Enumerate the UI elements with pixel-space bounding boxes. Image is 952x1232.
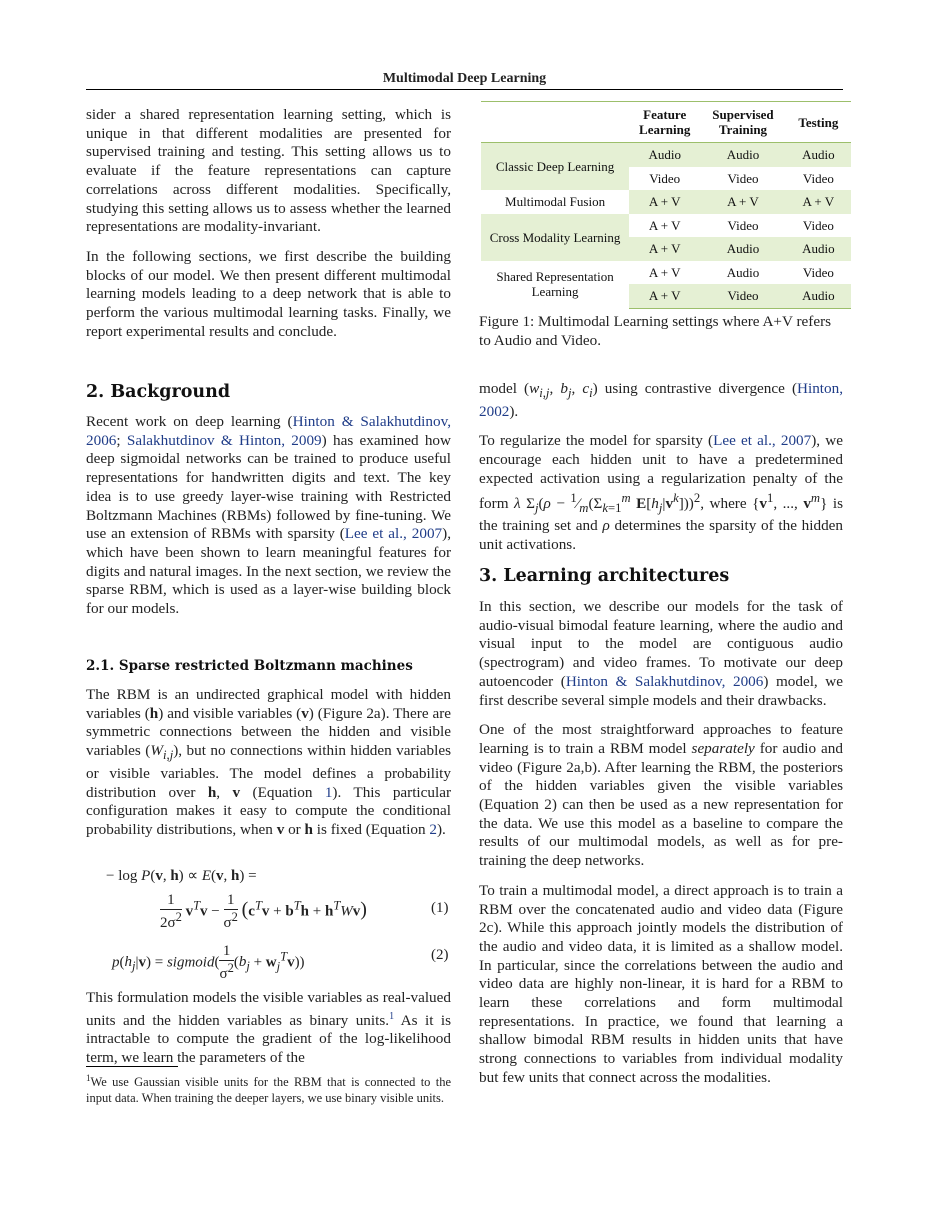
section-background-heading: 2. Background (86, 382, 231, 402)
rbm-paragraph: The RBM is an undirected graphical model with hidden variables (h) and visible variables (v) (Figure 2a). There are symmetric connections between the hidden and visible variables $(W_{i,j})$, but no connections within hidden variables or visible variables. The model defines a probability distribution over h, v (Equation 1). This particular configuration makes it easy to compute the conditional probability distributions, when v or h is fixed (Equation 2). (86, 686, 452, 838)
rbm-body (86, 686, 451, 851)
learning-paragraph-2 (479, 721, 843, 871)
table-cell: A + V (700, 190, 785, 214)
intro-paragraph-1: sider a shared representation learning setting, which is unique in that different modalities are presented for supervised training and testing. This setting allows us to evaluate if the feature representations can capture correlations across different modalities. Specifically, studying this setting allows us to assess whether the learned representations are modality-invariant. (86, 106, 451, 236)
table-cell: Audio (700, 143, 785, 167)
row-label-fusion: Multimodal Fusion (505, 194, 606, 210)
text: is the training set and (479, 494, 843, 535)
text: ). (509, 402, 519, 420)
text: for audio and video (Figure 2a,b). After learning the RBM, the posteriors of the hidden variables given the visible variables (Equation 2) can then be used as a new representation for the data. We use this model as a baseline to compare the results of our multimodal models, as well as for pre-training the deep networks. (479, 739, 843, 870)
table-cell: Audio (786, 237, 851, 261)
table-cell: Audio (700, 237, 785, 261)
header-rule (86, 89, 843, 90)
text: is fixed (Equation (312, 820, 430, 838)
equation-2-number: (2) (431, 947, 449, 963)
footnote (86, 1070, 451, 1106)
table-cell: A + V (786, 190, 851, 214)
footnote-marker[interactable]: 1 (389, 1010, 395, 1022)
text: ; (116, 431, 127, 449)
citation-link[interactable]: Hinton & Salakhutdinov, 2006 (565, 672, 764, 690)
footnote-text: We use Gaussian visible units for the RBM that is connected to the input data. When training the deeper layers, we use binary visible units. (86, 1075, 451, 1106)
table-cell: A + V (629, 284, 700, 308)
text: In this section, we describe our models for the task of audio-visual bimodal feature learning, where the audio and visual input to the model are contiguous audio (spectrogram) and video frames. To motivate our deep autoencoder ( (479, 598, 843, 690)
intro-paragraph-2: In the following sections, we first describe the building blocks of our model. We then present different multimodal learning models leading to a deep network that is able to perform the various multimodal learning tasks. Finally, we report experimental results and conclude. (86, 247, 451, 340)
right-top-body (479, 380, 843, 566)
text: Recent work on deep learning ( (86, 413, 293, 430)
citation-link[interactable]: Salakhutdinov & Hinton, 2009 (126, 431, 322, 449)
subsection-rbm-heading: 2.1. Sparse restricted Boltzmann machines (86, 658, 413, 674)
citation-link[interactable]: Lee et al., 2007 (713, 432, 812, 450)
citation-link[interactable]: Hinton & Salakhutdinov, 2006 (86, 413, 451, 449)
right-paragraph-1: model ($w_{i,j}$, $b_j$, $c_i$) using contrastive divergence (Hinton, 2002). (479, 380, 843, 420)
text: ). This particular configuration makes it easy to compute the conditional probability distributions, when (86, 783, 452, 838)
equation-1-line-1: − log P(v, h) ∝ E(v, h) = (106, 868, 257, 884)
text: ) model, we first describe several simple models and their drawbacks. (479, 672, 843, 709)
text: To regularize the model for sparsity ( (479, 432, 714, 450)
equation-2: $p(h_j|v)$ = sigmoid( $\frac{1}{\sigma^2}$ $(b_j + w_j^Tv)$) (112, 943, 305, 982)
background-body (86, 413, 451, 630)
table-cell: A + V (629, 190, 700, 214)
table-cell: A + V (648, 264, 681, 280)
text: ) (Figure 2a). There are symmetric connections between the hidden and visible variables ( (86, 704, 452, 760)
table-cell: Video (649, 170, 681, 186)
text: model ( (479, 380, 530, 397)
text: ), which have been shown to learn meaningful features for digits and natural images. In the next section, we review the sparse RBM, which is used as a layer-wise building block for our models. (86, 525, 451, 618)
figure-1-caption: Figure 1: Multimodal Learning settings where A+V refers to Audio and Video. (479, 313, 832, 349)
table-cell: Video (727, 170, 759, 186)
citation-link[interactable]: Lee et al., 2007 (344, 525, 443, 543)
text: One of the most straightforward approaches to feature learning is to train a RBM model (479, 721, 843, 757)
table-row (481, 143, 851, 167)
text: As it is intractable to compute the gradient of the log-likelihood term, we learn the parameters of the (86, 1011, 451, 1067)
table-cell: Video (727, 217, 759, 233)
text: (Equation (240, 783, 325, 801)
learning-paragraph-3: To train a multimodal model, a direct approach is to train a RBM over the concatenated audio and video data (Figure 2c). While this approach jointly models the distribution of the audio and video data, it is limited as a shallow model. In particular, since the correlations between the audio and video data are highly non-linear, it is hard for a RBM to learn these correlations and form multimodal representations. In practice, we found that learning a shallow bimodal RBM results in hidden units that have strong connections to variables from individual modality but few units that connect across the modalities. (479, 881, 843, 1086)
table-row (481, 190, 851, 214)
header-testing: Testing (786, 102, 851, 143)
footnote-number: 1 (86, 1073, 91, 1083)
row-label-cross: Cross Modality Learning (481, 214, 629, 261)
text: ) has examined how deep sigmoidal networks can be trained to produce useful representations for handwritten digits and text. The key idea is to use greedy layer-wise training with Restricted Boltzmann Machines (RBMs) followed by fine-tuning. We use an extension of RBMs with sparsity ( (86, 431, 451, 543)
equation-1-number: (1) (431, 900, 449, 916)
table-cell: Video (802, 264, 834, 280)
background-paragraph (86, 413, 451, 619)
text: ). (437, 820, 446, 838)
table-row (481, 214, 851, 238)
footnote-rule (86, 1066, 178, 1067)
text: The RBM is an undirected graphical model with hidden variables ( (86, 686, 451, 722)
table-header-row (481, 102, 851, 143)
header-feature-learning: Feature Learning (629, 102, 700, 143)
learning-body (479, 598, 843, 1099)
text: ) and visible variables ( (158, 704, 302, 722)
text: ), but no connections within hidden variables or visible variables. The model defines a probability distribution over (86, 742, 452, 801)
equation-1-line-2: $\frac{1}{2\sigma^2}$ $v^Tv$ − $\frac{1}{\sigma^2}$ $(c^Tv + b^Th + h^TWv)$ (160, 892, 367, 931)
table-cell: Video (802, 217, 834, 233)
text: ) using contrastive divergence ( (592, 380, 797, 397)
table-row (481, 261, 851, 285)
row-label-shared: Shared Representation Learning (496, 269, 614, 300)
text: determines the sparsity of the hidden unit activations. (479, 517, 843, 554)
citation-link[interactable]: Hinton, 2002 (479, 380, 843, 420)
table-cell: Audio (629, 143, 700, 167)
figure-1-table (481, 101, 851, 309)
text: or (284, 820, 305, 838)
header-supervised-training: Supervised Training (700, 102, 785, 143)
equation-link[interactable]: 2 (429, 820, 437, 838)
text: This formulation models the visible variables as real-valued units and the hidden variables as binary units. (86, 989, 451, 1029)
table-cell: Video (700, 284, 785, 308)
text: ), we encourage each hidden unit to have a predetermined expected activation using a regularization penalty of the form (479, 432, 843, 512)
table-cell: Audio (786, 143, 851, 167)
table-cell: A + V (629, 237, 700, 261)
table-cell: Audio (726, 264, 760, 280)
left-intro (86, 106, 451, 352)
row-label-classic: Classic Deep Learning (481, 143, 629, 191)
equation-link[interactable]: 1 (324, 783, 333, 801)
section-learning-heading: 3. Learning architectures (479, 566, 730, 586)
table-cell: Audio (786, 284, 851, 308)
emphasis: separately (691, 739, 755, 757)
rbm-paragraph-2 (86, 989, 451, 1068)
learning-paragraph-1 (479, 598, 843, 710)
running-title: Multimodal Deep Learning (382, 71, 547, 86)
table-cell: A + V (648, 217, 681, 233)
right-paragraph-2: To regularize the model for sparsity (Lee et al., 2007), we encourage each hidden unit to have a predetermined expected activation using a regularization penalty of the form λ $\Sigma_j(\rho$ − $^1⁄_m(\Sigma_{k=1}^m$ $E[h_j|v^k]))^2$, where {$v^1$, ..., $v^m$} is the training set and ρ determines the sparsity of the hidden unit activations. (479, 432, 843, 554)
text: , where (700, 494, 753, 512)
table-cell: Video (802, 170, 834, 186)
